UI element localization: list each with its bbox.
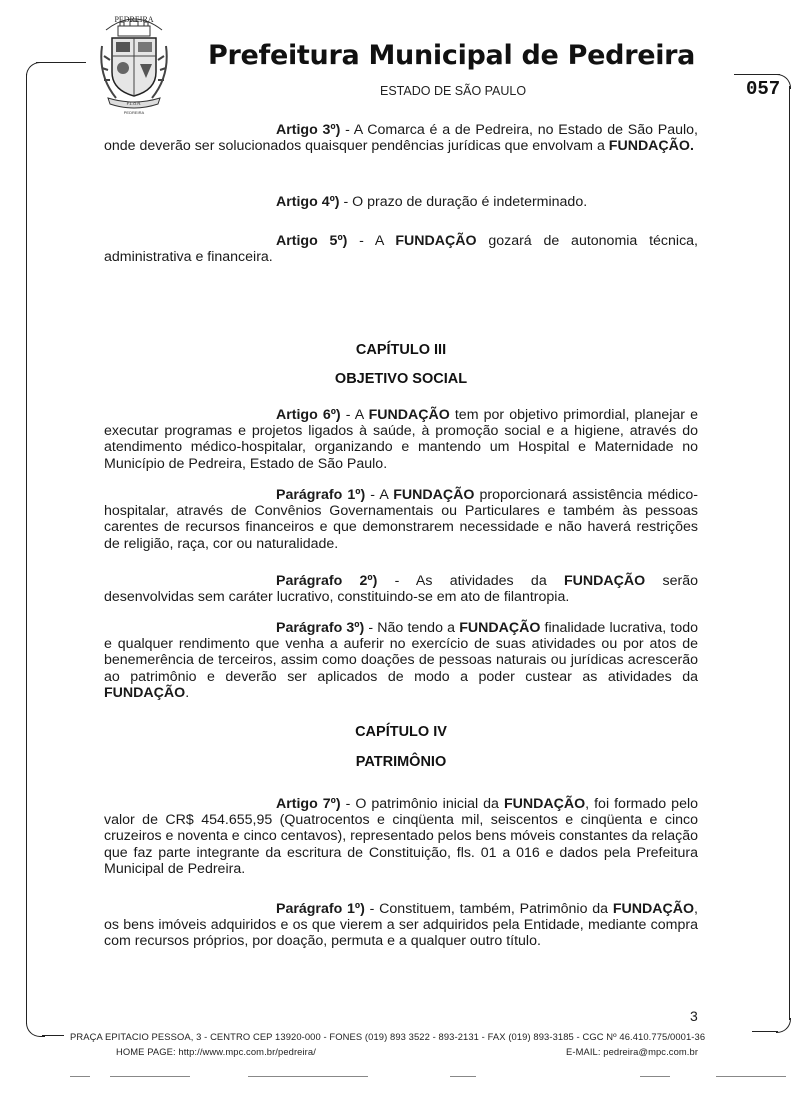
frame-top-right-line (734, 74, 780, 75)
frame-bottom-right-curve (776, 1018, 791, 1033)
article-7-paragraph-1-text2: , os bens imóveis adquiridos e os que vierem a ser adquiridos pela Entidade, mediante compra com recursos próprios, por doação, permuta e a qualquer outro título. (104, 901, 698, 950)
page-number: 3 (690, 1008, 698, 1024)
article-7-paragraph-1 (104, 901, 698, 950)
article-7 (104, 796, 698, 877)
paragraph-2-text1: - As atividades da (377, 573, 565, 589)
svg-text:PEDREIRA: PEDREIRA (123, 110, 145, 115)
article-3 (104, 122, 698, 154)
scan-artifact (640, 1076, 670, 1077)
paragraph-2-text2: serão desenvolvidas sem caráter lucrativo, constituindo-se em ato de filantropia. (104, 573, 698, 606)
paragraph-2 (104, 573, 698, 605)
article-3-bold-end: FUNDAÇÃO. (608, 138, 694, 155)
paragraph-1 (104, 487, 698, 552)
scan-artifact (450, 1076, 476, 1077)
frame-right-line (789, 86, 790, 1020)
paragraph-3-end: . (185, 684, 190, 701)
article-6 (104, 407, 698, 472)
svg-text:F.L.O.R.: F.L.O.R. (126, 101, 142, 106)
article-5-text2: gozará de autonomia técnica, administrativa e financeira. (104, 233, 698, 266)
scan-artifact (716, 1076, 786, 1077)
paragraph-3-label: Parágrafo 3º) (276, 620, 365, 636)
article-7-label: Artigo 7º) (276, 796, 341, 812)
paragraph-3 (104, 620, 698, 701)
paragraph-2-label: Parágrafo 2º) (276, 573, 378, 589)
state-subtitle: ESTADO DE SÃO PAULO (380, 84, 527, 98)
page-code-stamp: 057 (746, 78, 781, 100)
article-4 (104, 194, 698, 210)
paragraph-1-bold: FUNDAÇÃO (393, 487, 475, 503)
article-5-bold: FUNDAÇÃO (395, 233, 477, 249)
paragraph-3-bold: FUNDAÇÃO (459, 620, 541, 636)
paragraph-2-bold: FUNDAÇÃO (564, 573, 646, 589)
footer-address: PRAÇA EPITACIO PESSOA, 3 - CENTRO CEP 13920-000 - FONES (019) 893 3522 - 893-2131 - FAX (019) 893-3185 - CGC Nº 46.410.775/0001-36 (70, 1031, 706, 1042)
article-6-label: Artigo 6º) (276, 407, 341, 423)
scan-artifact (110, 1076, 190, 1077)
frame-bottom-left-line (42, 1035, 64, 1036)
scan-artifact (248, 1076, 368, 1077)
article-5 (104, 233, 698, 265)
article-6-text1: - A (340, 407, 369, 423)
scan-artifact (70, 1076, 90, 1077)
paragraph-3-bold-end: FUNDAÇÃO (104, 684, 186, 701)
paragraph-3-text1: - Não tendo a (364, 620, 460, 636)
paragraph-3-text2: finalidade lucrativa, todo e qualquer rendimento que venha a auferir no exercício de suas atividades ou por atos de benemerência de terceiros, assim como doações de pessoas naturais ou jurídicas acrescerão ao patrimônio e deverão ser aplicados de modo a poder custear as atividades da (104, 620, 698, 685)
svg-text:PEDREIRA: PEDREIRA (114, 15, 154, 24)
frame-bottom-right-line (752, 1031, 778, 1032)
paragraph-1-text1: - A (365, 487, 394, 503)
article-3-label: Artigo 3º) (276, 122, 341, 138)
article-7-text1: - O patrimônio inicial da (340, 796, 504, 812)
footer-home-page: HOME PAGE: http://www.mpc.com.br/pedreira/ (116, 1046, 316, 1057)
frame-top-left-curve (26, 62, 41, 77)
chapter-3-subtitle: OBJETIVO SOCIAL (334, 371, 468, 387)
coat-of-arms-logo (96, 6, 172, 118)
paragraph-1-label: Parágrafo 1º) (276, 487, 366, 503)
article-4-label: Artigo 4º) (276, 194, 340, 210)
chapter-4-title: CAPÍTULO IV (355, 724, 447, 740)
frame-top-left-line (36, 62, 86, 63)
article-6-bold: FUNDAÇÃO (368, 407, 450, 423)
article-7-paragraph-1-bold: FUNDAÇÃO (612, 901, 695, 917)
article-5-text1: - A (347, 233, 396, 249)
article-3-text: - A Comarca é a de Pedreira, no Estado de São Paulo, onde deverão ser solucionados quaisquer pendências jurídicas que envolvam a (104, 122, 698, 155)
article-6-text2: tem por objetivo primordial, planejar e executar programas e projetos ligados à saúde, à promoção social e a higiene, através do atendimento médico-hospitalar, organizando e mantendo um Hospital e Maternidade no Município de Pedreira, Estado de São Paulo. (104, 407, 698, 472)
article-7-text2: , foi formado pelo valor de CR$ 454.655,95 (Quatrocentos e cinqüenta mil, seiscentos e cinqüenta e cinco cruzeiros e noventa e cinco centavos), representado pelos bens móveis constantes da relação que faz parte integrante da escritura de Constituição, fls. 01 a 016 e dados pela Prefeitura Municipal de Pedreira. (104, 796, 699, 877)
chapter-4-subtitle: PATRIMÔNIO (355, 754, 447, 770)
article-7-paragraph-1-text1: - Constituem, também, Patrimônio da (364, 901, 613, 917)
frame-left-line (26, 74, 27, 1024)
article-7-paragraph-1-label: Parágrafo 1º) (276, 901, 365, 917)
paragraph-1-text2: proporcionará assistência médico-hospitalar, através de Convênios Governamentais ou Particulares e também às pessoas carentes de recursos financeiros e que demonstrarem necessidade e não haverá restrições de religião, raça, cor ou naturalidade. (104, 487, 698, 552)
article-4-text: - O prazo de duração é indeterminado. (339, 194, 588, 210)
article-7-bold: FUNDAÇÃO (503, 796, 586, 812)
footer-email: E-MAIL: pedreira@mpc.com.br (566, 1046, 699, 1057)
chapter-3-title: CAPÍTULO III (355, 342, 447, 358)
page-title: Prefeitura Municipal de Pedreira (208, 40, 696, 71)
article-5-label: Artigo 5º) (276, 233, 348, 249)
